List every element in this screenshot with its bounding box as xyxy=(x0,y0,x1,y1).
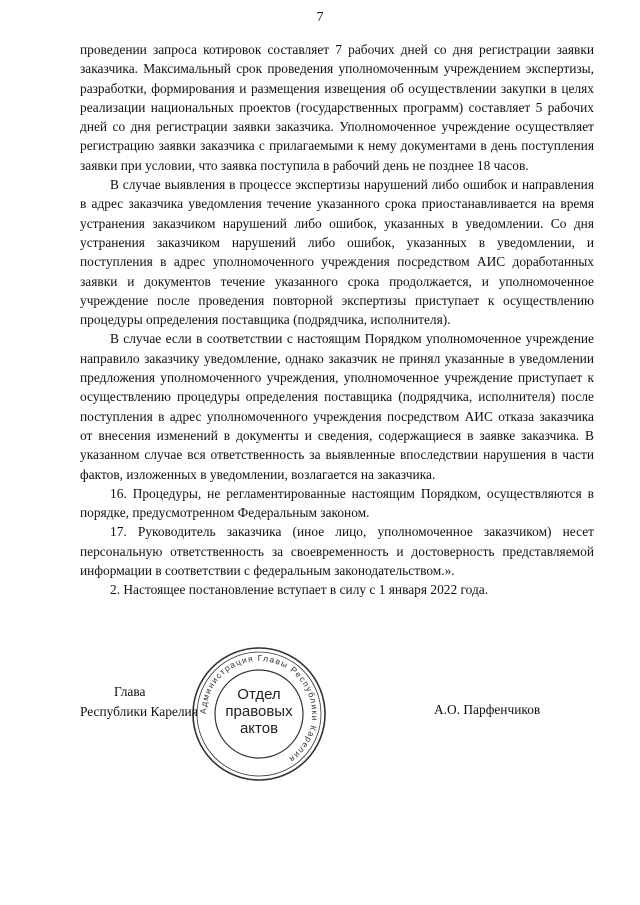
document-body xyxy=(80,40,594,600)
signatory-position xyxy=(80,682,198,722)
signatory-name: А.О. Парфенчиков xyxy=(434,702,541,717)
page-number: 7 xyxy=(316,10,324,25)
paragraph: проведении запроса котировок составляет 7 рабочих дней со дня регистрации заявки заказчика. Максимальный срок проведения уполномоченным учреждением экспертизы, разработки, формирования и размещения извещения об осуществлении закупки в целях реализации национальных проектов (государственных программ) составляет 5 рабочих дней со дня регистрации заявки заказчика. Уполномоченное учреждение осуществляет регистрацию заявки заказчика с прилагаемыми к нему документами в день поступления заявки при условии, что заявка поступила в рабочий день не позднее 18 часов. xyxy=(80,42,594,173)
stamp-text-line: актов xyxy=(239,720,279,737)
signatory-region: Республики Карелия xyxy=(80,704,198,719)
stamp-text-line: правовых xyxy=(225,703,293,720)
official-stamp xyxy=(190,645,328,783)
paragraph: В случае если в соответствии с настоящим Порядком уполномоченное учреждение направило заказчику уведомление, однако заказчик не принял указанные в уведомлении предложения уполномоченного учреждения, уполномоченное учреждение приступает к осуществлению процедуры определения поставщика (подрядчика, исполнителя) после поступления в адрес уполномоченного учреждения посредством АИС отказа заказчика от внесения изменений в документы и сведения, содержащиеся в заявке заказчика. В указанном случае вся ответственность за выявленные впоследствии нарушения в части фактов, изложенных в уведомлении, возлагается на заказчика. xyxy=(80,331,594,482)
paragraph: 16. Процедуры, не регламентированные настоящим Порядком, осуществляются в порядке, предусмотренном Федеральным законом. xyxy=(80,485,594,521)
svg-text:Администрация Главы Республики: Администрация Главы Республики Карелия xyxy=(197,652,321,765)
paragraph: 17. Руководитель заказчика (иное лицо, уполномоченное заказчиком) несет персональную ответственность за своевременность и достоверность представляемой информации в соответствии с федеральным законодательством.». xyxy=(80,524,594,579)
stamp-text-line: Отдел xyxy=(237,686,281,703)
paragraph: В случае выявления в процессе экспертизы нарушений либо ошибок и направления в адрес заказчика уведомления течение указанного срока приостанавливается на время устранения заказчиком нарушений либо ошибок, указанных в уведомлении. Со дня устранения заказчиком нарушений либо ошибок, указанных в уведомлении, и поступления в адрес уполномоченного учреждения посредством АИС доработанных заявки и документов течение указанного срока продолжается, и уполномоченное учреждение после проведения повторной экспертизы приступает к осуществлению процедуры определения поставщика (подрядчика, исполнителя). xyxy=(80,177,594,328)
paragraph: 2. Настоящее постановление вступает в силу с 1 января 2022 года. xyxy=(110,582,489,598)
signatory-title: Глава xyxy=(114,684,146,699)
